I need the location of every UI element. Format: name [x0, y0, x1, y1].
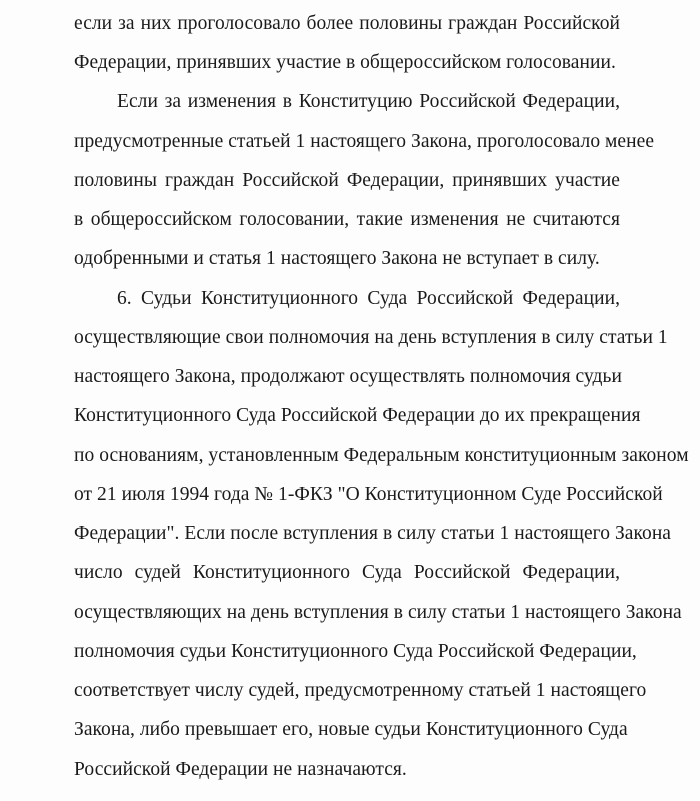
text-line-6: в общероссийском голосовании, такие изменения не считаются	[74, 209, 620, 230]
text-line-16: осуществляющих на день вступления в силу статьи 1 настоящего Закона	[74, 602, 682, 623]
text-line-11: Конституционного Суда Российской Федерации до их прекращения	[74, 405, 641, 426]
text-line-1: если за них проголосовало более половины граждан Российской	[74, 13, 620, 34]
text-line-3: Если за изменения в Конституцию Российской Федерации,	[117, 91, 620, 112]
text-line-17: полномочия судьи Конституционного Суда Российской Федерации,	[74, 641, 637, 662]
text-line-18: соответствует числу судей, предусмотренному статьей 1 настоящего	[74, 680, 647, 701]
text-line-4: предусмотренные статьей 1 настоящего Закона, проголосовало менее	[74, 131, 655, 152]
text-line-2: Федерации, принявших участие в общероссийском голосовании.	[74, 52, 616, 73]
text-line-15: число судей Конституционного Суда Российской Федерации,	[74, 562, 620, 583]
text-line-19: Закона, либо превышает его, новые судьи Конституционного Суда	[74, 719, 628, 740]
text-line-13: от 21 июля 1994 года № 1-ФКЗ "О Конституционном Суде Российской	[74, 484, 663, 505]
text-line-20: Российской Федерации не назначаются.	[74, 759, 407, 780]
text-line-12: по основаниям, установленным Федеральным конституционным законом	[74, 445, 689, 466]
text-line-7: одобренными и статья 1 настоящего Закона не вступает в силу.	[74, 248, 600, 269]
text-line-9: осуществляющие свои полномочия на день вступления в силу статьи 1	[74, 327, 668, 348]
text-line-14: Федерации". Если после вступления в силу статьи 1 настоящего Закона	[74, 523, 672, 544]
text-line-5: половины граждан Российской Федерации, принявших участие	[74, 170, 620, 191]
text-line-10: настоящего Закона, продолжают осуществлять полномочия судьи	[74, 366, 622, 387]
text-line-8: 6. Судьи Конституционного Суда Российской Федерации,	[117, 288, 620, 309]
